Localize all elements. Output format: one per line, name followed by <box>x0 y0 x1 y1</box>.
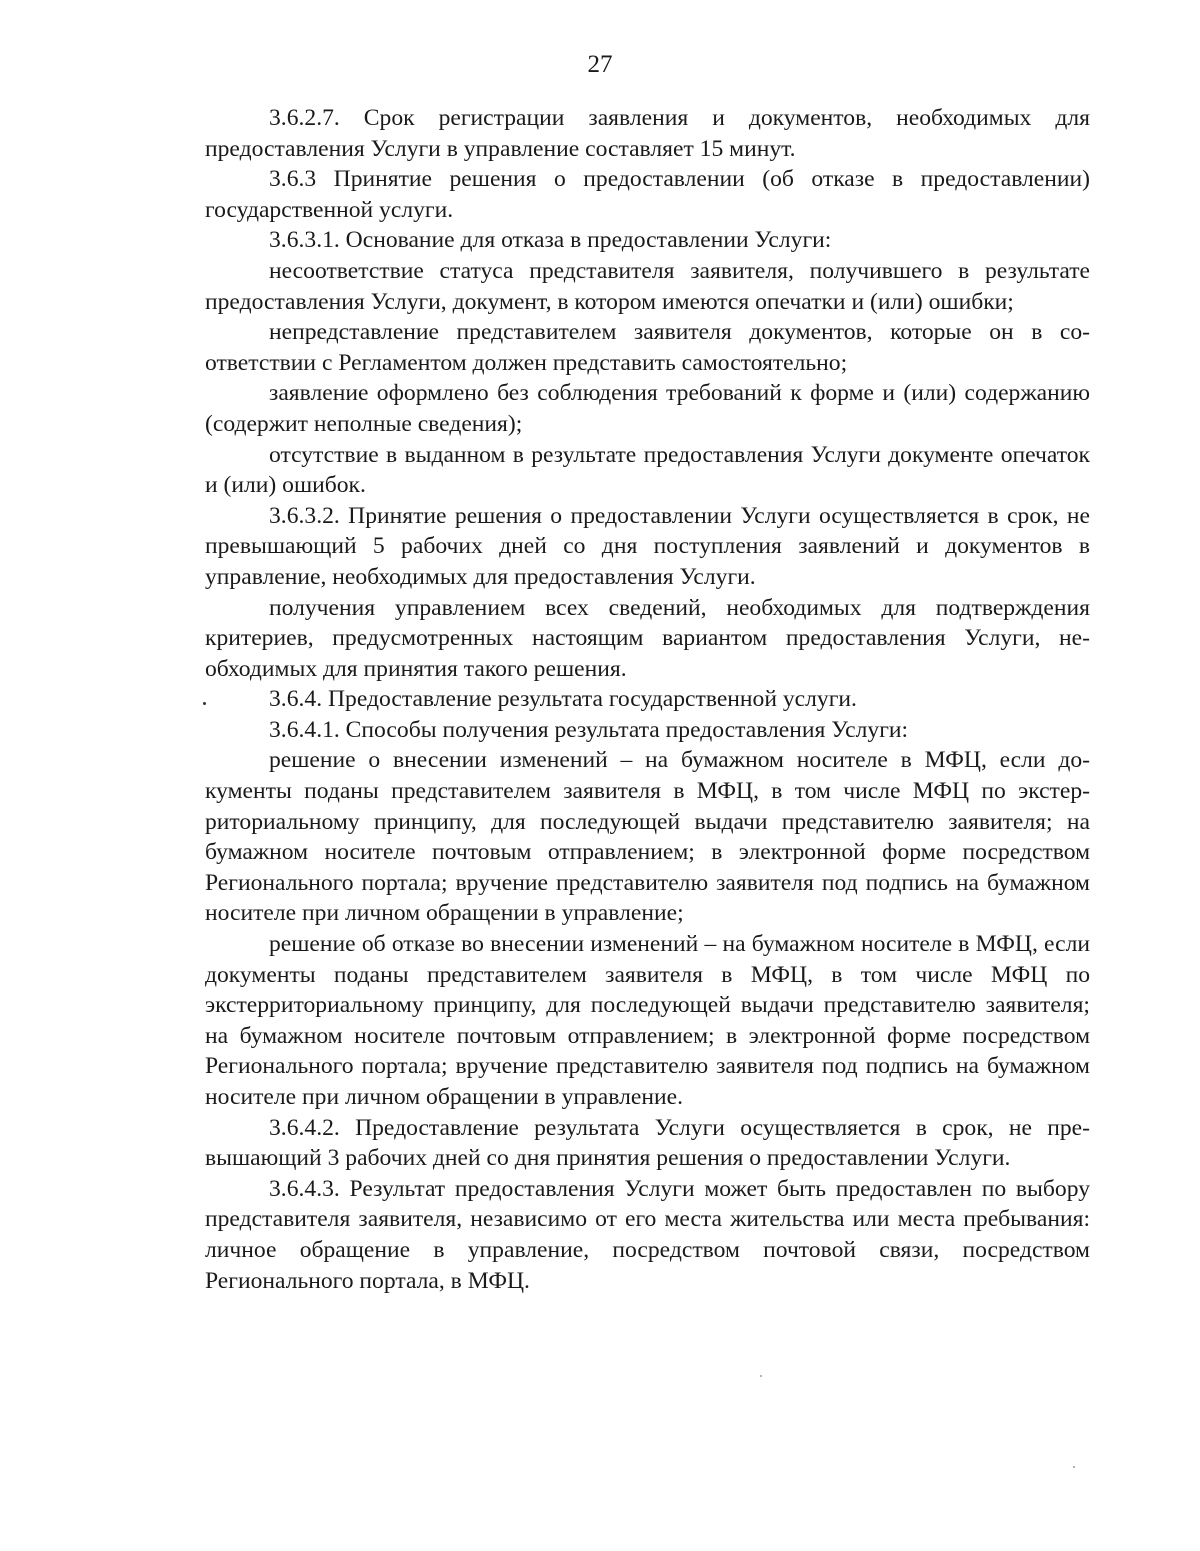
paragraph-3-6-4-1: 3.6.4.1. Способы получения результата предоставления Услуги: <box>269 716 909 743</box>
paragraph-3-6-4: 3.6.4. Предоставление результата государственной услуги. <box>269 686 857 713</box>
paragraph-3-6-3: 3.6.3 Принятие решения о предоставлении (об отказе в предоставлении) государственной услуги. <box>205 166 1090 223</box>
page-number: 27 <box>587 51 613 78</box>
paragraph-3-6-3-1: 3.6.3.1. Основание для отказа в предоставлении Услуги: <box>269 227 832 254</box>
paragraph-refusal-ground-documents: непредставление представителем заявителя документов, которые он в соответствии с Регламентом должен представить самостоятельно; <box>205 319 1090 376</box>
paragraph-refusal-ground-status: несоответствие статуса представителя заявителя, получившего в результате предоставления Услуги, документ, в котором имеются опечатки и (или) ошибки; <box>205 257 1090 315</box>
scan-speck <box>760 1375 762 1377</box>
scan-speck <box>203 702 206 705</box>
paragraph-3-6-2-7: 3.6.2.7. Срок регистрации заявления и документов, необходимых для предоставления Услуги в управление составляет 15 минут. <box>205 105 1090 162</box>
paragraph-criteria-confirmation: получения управлением всех сведений, необходимых для подтверждения критериев, предусмотренных настоящим вариантом предоставления Услуги, необходимых для принятия такого решения. <box>205 594 1090 682</box>
paragraph-3-6-4-3: 3.6.4.3. Результат предоставления Услуги может быть предоставлен по выбору представителя заявителя, независимо от его места жительства или места пребывания: личное обращение в управление, посредством почтовой связи, посредством Регионального портала, в МФЦ. <box>205 1175 1090 1294</box>
paragraph-3-6-3-2: 3.6.3.2. Принятие решения о предоставлении Услуги осуществляется в срок, не превышающий 5 рабочих дней со дня поступления заявлений и документов в управление, необходимых для предоставления Услуги. <box>205 502 1090 590</box>
paragraph-change-decision-delivery: решение о внесении изменений – на бумажном носителе в МФЦ, если документы поданы представителем заявителя в МФЦ, в том числе МФЦ по экстерриториальному принципу, для последующей выдачи представителю заявителя; на бумажном носителе почтовым отправлением; в электронной форме посредством Регионального портала; вручение представителю заявителя под подпись на бумажном носителе при личном обращении в управление; <box>205 747 1090 927</box>
scan-speck <box>1073 1466 1075 1468</box>
paragraph-refusal-ground-form: заявление оформлено без соблюдения требований к форме и (или) содержанию (содержит неполные сведения); <box>205 380 1090 437</box>
paragraph-3-6-4-2: 3.6.4.2. Предоставление результата Услуги осуществляется в срок, не превышающий 3 рабочих дней со дня принятия решения о предоставлении Услуги. <box>205 1114 1090 1172</box>
paragraph-refusal-ground-no-errors: отсутствие в выданном в результате предоставления Услуги документе опечаток и (или) ошибок. <box>205 441 1090 499</box>
document-body <box>205 103 1090 1296</box>
paragraph-refusal-decision-delivery: решение об отказе во внесении изменений – на бумажном носителе в МФЦ, если документы поданы представителем заявителя в МФЦ, в том числе МФЦ по экстерриториальному принципу, для последующей выдачи представителю заявителя; на бумажном носителе почтовым отправлением; в электронной форме посредством Регионального портала; вручение представителю заявителя под подпись на бумажном носителе при личном обращении в управление. <box>205 931 1090 1110</box>
